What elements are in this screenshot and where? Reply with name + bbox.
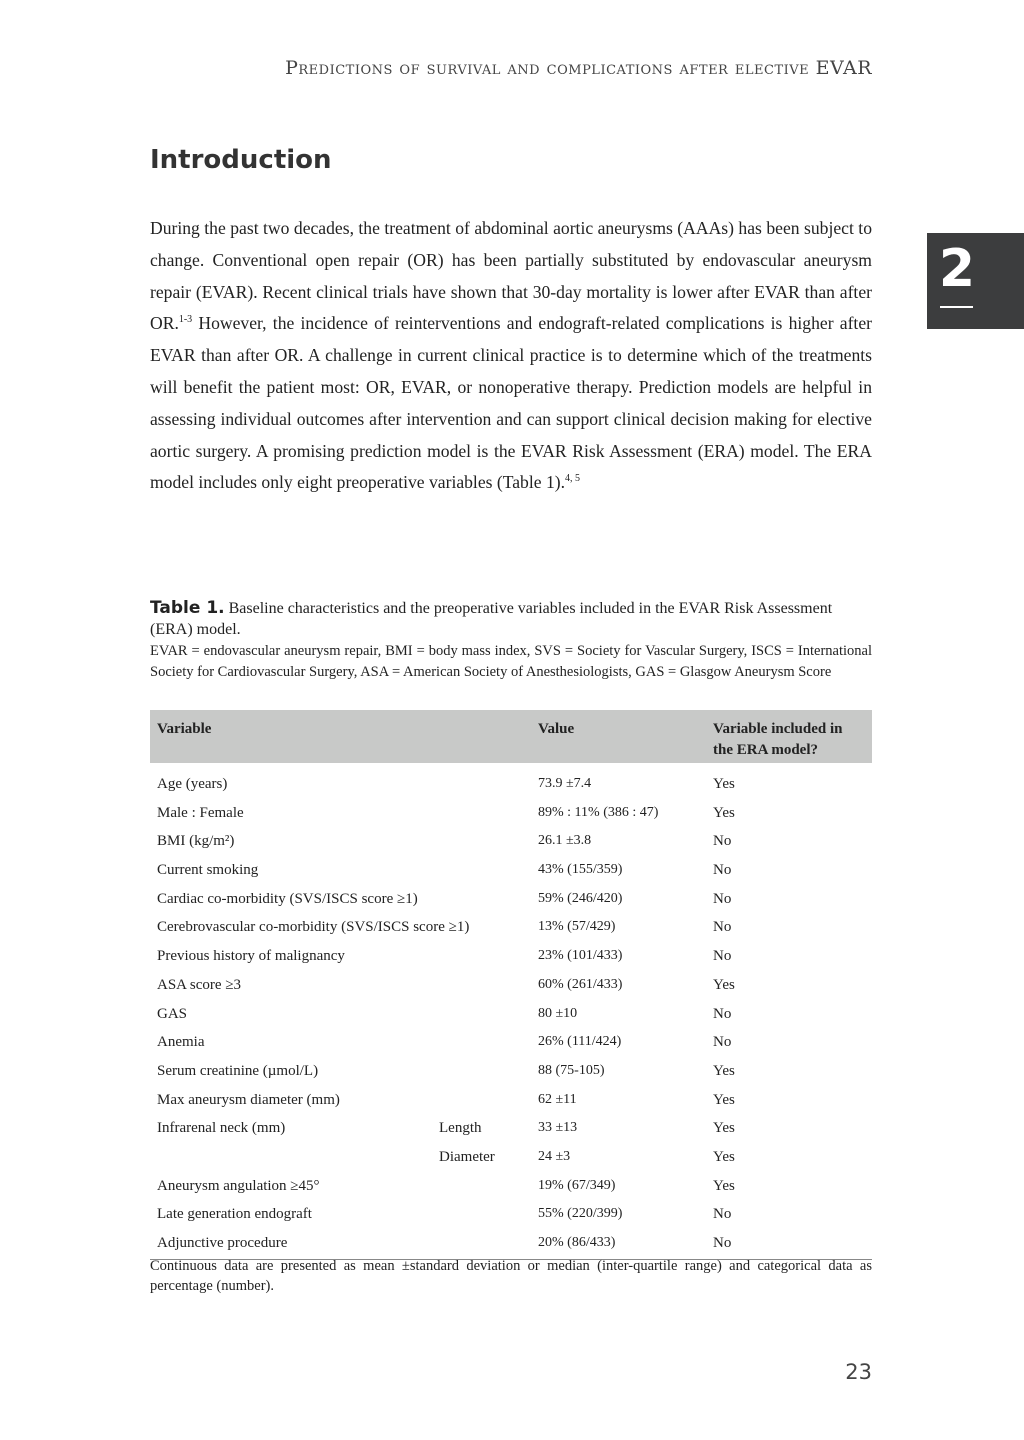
cell-variable: Cerebrovascular co-morbidity (SVS/ISCS score ≥1) [157,919,470,936]
table-row [150,857,872,886]
cell-included: Yes [713,1177,735,1194]
table-header [150,710,872,763]
cell-value: 43% (155/359) [538,862,623,878]
table-row [150,914,872,943]
page-number: 23 [845,1360,872,1384]
cell-included: Yes [713,976,735,993]
table-label: Table 1. [150,598,225,618]
cell-variable: ASA score ≥3 [157,976,242,993]
chapter-rule [940,306,973,308]
table-body [150,771,872,1259]
chapter-number: 2 [938,239,976,299]
baseline-table [150,710,872,1260]
cell-included: Yes [713,776,735,792]
table-title: Baseline characteristics and the preoperative variables included in the EVAR Risk Assessment (ERA) model. [150,600,833,638]
cell-value: 89% : 11% (386 : 47) [538,804,659,820]
cell-variable: Serum creatinine (µmol/L) [157,1062,319,1079]
cell-value: 73.9 ±7.4 [538,776,592,791]
cell-value: 55% (220/399) [538,1206,623,1222]
table-row [150,800,872,829]
cell-variable: Male : Female [157,804,244,821]
cell-variable: Infrarenal neck (mm) [157,1120,286,1137]
cell-value: 59% (246/420) [538,890,623,906]
cell-value: 60% (261/433) [538,976,623,992]
cell-variable: Late generation endograft [157,1206,312,1223]
table-row [150,1173,872,1202]
cell-value: 24 ±3 [538,1148,571,1164]
cell-included: Yes [713,1091,735,1108]
table-row [150,1115,872,1144]
chapter-tab [927,233,1024,329]
cell-variable: BMI (kg/m²) [157,833,235,850]
cell-included: No [713,833,732,850]
cell-value: 62 ±11 [538,1091,577,1107]
table-row [150,1201,872,1230]
cell-included: No [713,948,732,965]
cell-value: 88 (75-105) [538,1062,605,1078]
intro-text-2: However, the incidence of reinterventions and endograft-related complications is higher after EVAR than after OR. A challenge in current clinical practice is to determine which of the treatments will benefit the patient most: OR, EVAR, or nonoperative therapy. Prediction models are helpful in assessing individual outcomes after intervention and can support clinical decision making for elective aortic surgery. A promising prediction model is the EVAR Risk Assessment (ERA) model. The ERA model includes only eight preoperative variables (Table 1). [150,313,872,493]
cell-included: No [713,890,732,907]
header-value: Value [538,721,575,737]
cell-variable: Age (years) [157,776,228,792]
cell-value: 80 ±10 [538,1005,578,1021]
cell-value: 23% (101/433) [538,948,623,964]
cell-value: 26% (111/424) [538,1034,622,1050]
table-row [150,1087,872,1116]
citation-2: 4, 5 [565,473,581,485]
table-row [150,1058,872,1087]
header-variable: Variable [157,721,212,737]
cell-subvariable: Length [439,1120,482,1137]
table-row [150,1144,872,1173]
citation-1: 1-3 [178,314,193,326]
table-row [150,972,872,1001]
cell-included: Yes [713,1148,735,1165]
table-abbreviations: EVAR = endovascular aneurysm repair, BMI = body mass index, SVS = Society for Vascular Surgery, ISCS = International Society for Cardiovascular Surgery, ASA = American Society of Anesthesiologists, GAS = Glasgow Aneurysm Score [150,643,872,680]
running-head: Predictions of survival and complications after elective EVAR [285,57,872,79]
table-row [150,1001,872,1030]
intro-text-1: During the past two decades, the treatment of abdominal aortic aneurysms (AAAs) has been subject to change. Conventional open repair (OR) has been partially substituted by endovascular aneurysm repair (EVAR). Recent clinical trials have shown that 30-day mortality is lower after EVAR than after OR. [150,218,872,334]
cell-variable: Max aneurysm diameter (mm) [157,1091,340,1108]
cell-variable: Previous history of malignancy [157,948,345,965]
cell-subvariable: Diameter [439,1148,495,1165]
table-row [150,1230,872,1259]
cell-value: 20% (86/433) [538,1235,616,1250]
cell-value: 26.1 ±3.8 [538,833,592,849]
cell-variable: Cardiac co-morbidity (SVS/ISCS score ≥1) [157,890,418,907]
cell-variable: Adjunctive procedure [157,1235,288,1251]
table-row [150,828,872,857]
cell-value: 13% (57/429) [538,919,616,935]
cell-included: No [713,1206,732,1223]
table-caption [150,598,872,682]
cell-value: 33 ±13 [538,1120,578,1136]
table-footnote: Continuous data are presented as mean ±standard deviation or median (inter-quartile range) and categorical data as percentage (number). [150,1258,872,1294]
cell-included: No [713,1005,732,1022]
section-title: Introduction [150,145,332,175]
header-included: Variable included in the ERA model? [713,721,843,758]
table-row [150,1029,872,1058]
cell-value: 19% (67/349) [538,1177,616,1193]
table-row [150,886,872,915]
cell-included: No [713,1235,732,1251]
cell-variable: Current smoking [157,862,259,879]
table-row [150,943,872,972]
cell-variable: Anemia [157,1034,205,1051]
cell-included: No [713,862,732,879]
cell-included: Yes [713,1062,735,1079]
cell-included: Yes [713,1120,735,1137]
cell-variable: Aneurysm angulation ≥45° [157,1177,320,1194]
cell-included: No [713,919,732,936]
cell-variable: GAS [157,1005,188,1022]
cell-included: No [713,1034,732,1051]
cell-included: Yes [713,804,735,821]
table-row [150,771,872,800]
intro-paragraph [150,213,872,499]
